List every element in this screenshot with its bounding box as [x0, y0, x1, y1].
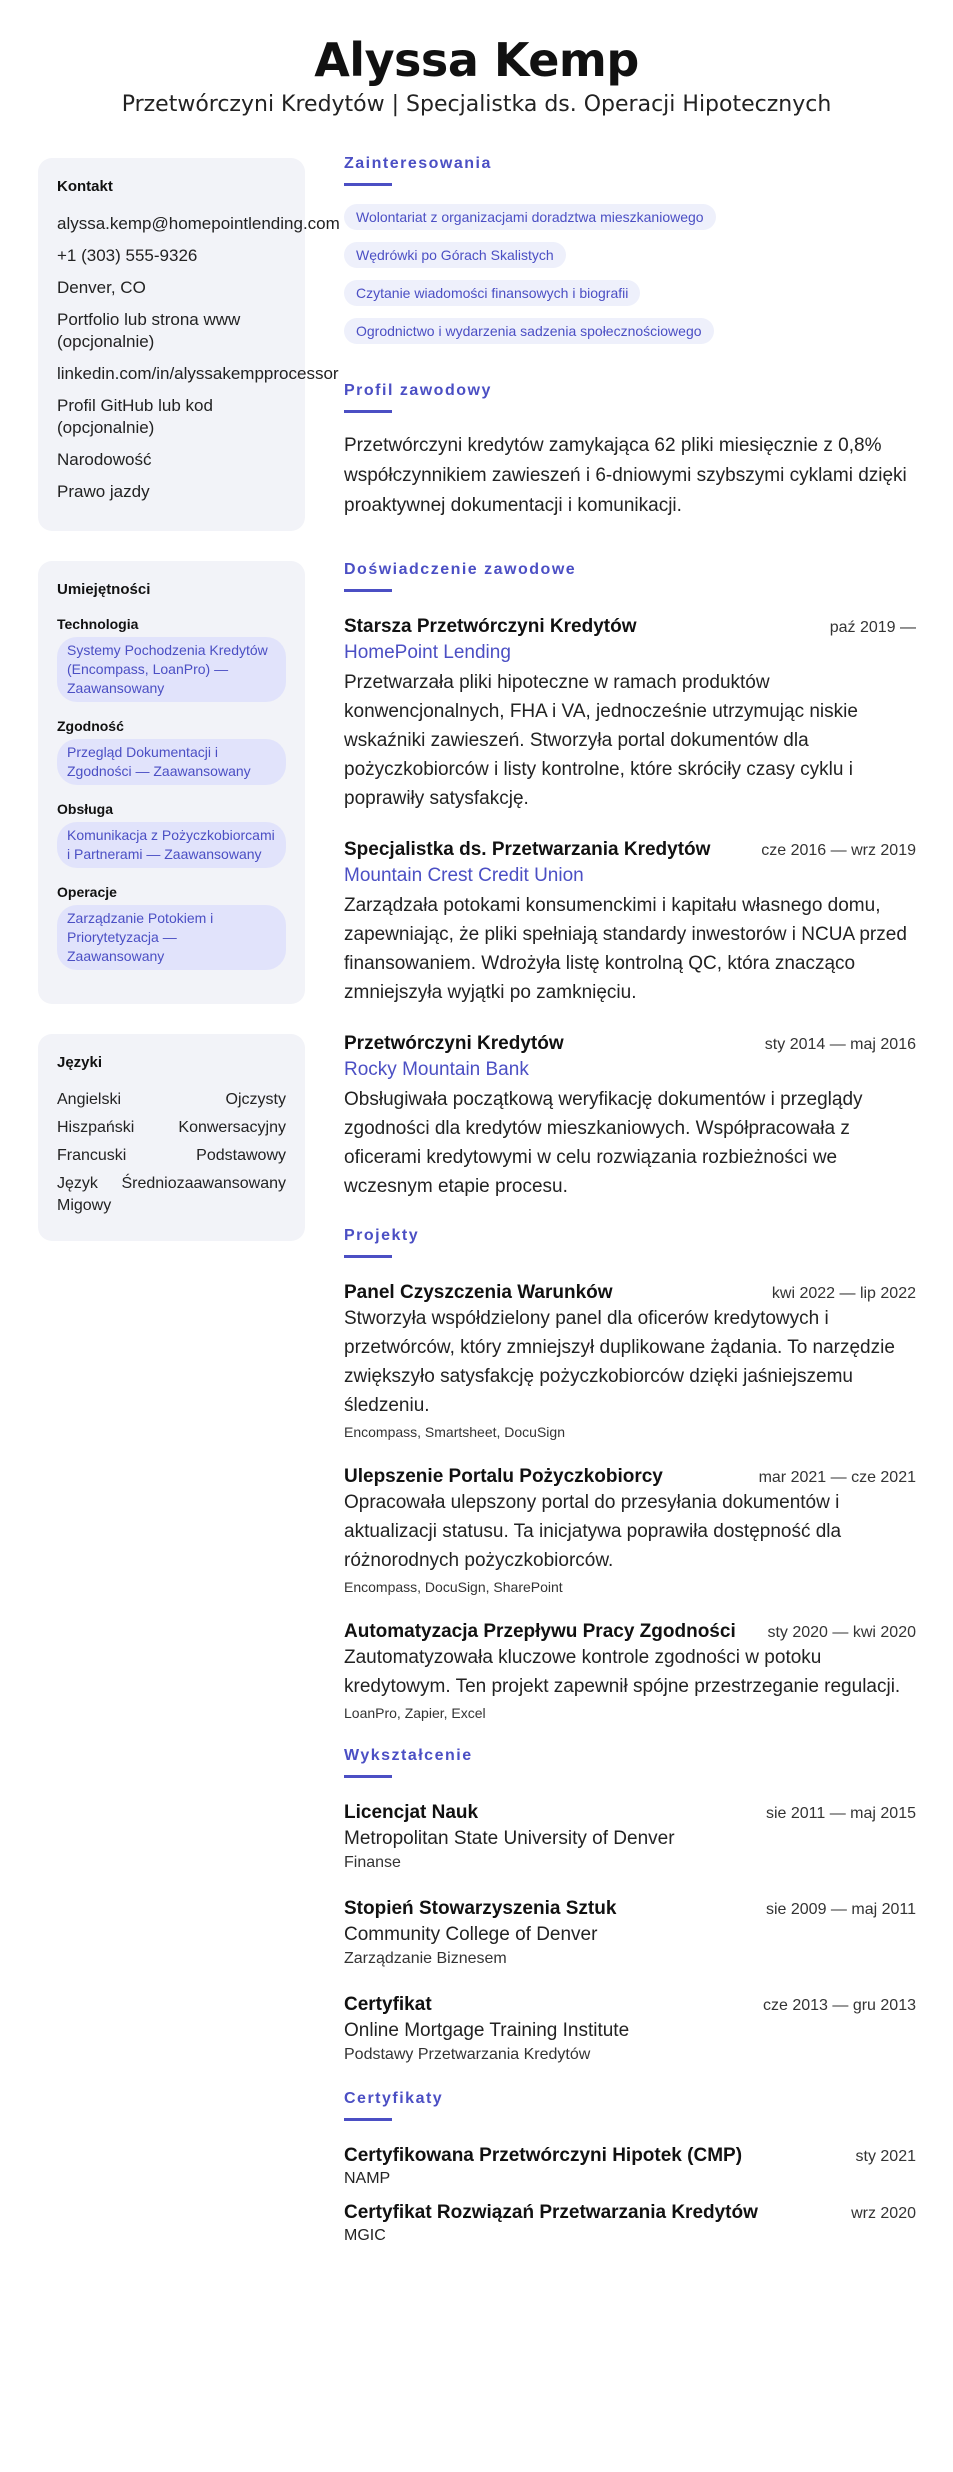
- degree-title: Certyfikat: [344, 1994, 432, 2015]
- skill-category: Operacje: [57, 884, 117, 900]
- section-title: Wykształcenie: [344, 1747, 473, 1764]
- project-date: sty 2020 — kwi 2020: [767, 1624, 916, 1641]
- contact-phone[interactable]: +1 (303) 555-9326: [57, 246, 198, 265]
- education-date: sie 2011 — maj 2015: [765, 1805, 916, 1822]
- education-date: cze 2013 — gru 2013: [763, 1997, 916, 2014]
- section-title: Projekty: [344, 1227, 420, 1244]
- skill-group: [57, 616, 286, 702]
- section-divider: [344, 1255, 392, 1258]
- certification-issuer: NAMP: [344, 2170, 391, 2187]
- project-entry: [344, 1282, 916, 1440]
- project-tools: LoanPro, Zapier, Excel: [344, 1705, 486, 1721]
- language-name: Angielski: [57, 1091, 122, 1108]
- job-date: paź 2019 —: [829, 619, 916, 636]
- language-level: Średniozaawansowany: [121, 1175, 286, 1192]
- section-divider: [344, 183, 392, 186]
- languages-card: [38, 1034, 305, 1241]
- education-section: [344, 1747, 916, 2064]
- education-entry: [344, 1898, 916, 1968]
- company-name: HomePoint Lending: [344, 642, 511, 663]
- section-divider: [344, 589, 392, 592]
- job-description: Przetwarzała pliki hipoteczne w ramach produktów konwencjonalnych, FHA i VA, jednocześnie utrzymując niskie wskaźniki zawieszeń. Stworzyła portal dokumentów dla pożyczkobiorców i listy kontrolne, które skróciły czasy cyklu i poprawiły satysfakcję.: [344, 672, 858, 809]
- language-row: [57, 1145, 286, 1167]
- experience-entry: [344, 616, 916, 813]
- contact-email[interactable]: alyssa.kemp@homepointlending.com: [57, 214, 340, 233]
- experience-entry: [344, 1033, 916, 1201]
- experience-entry: [344, 839, 916, 1007]
- skill-category: Technologia: [57, 616, 139, 632]
- certification-name: Certyfikat Rozwiązań Przetwarzania Kredytów: [344, 2202, 758, 2223]
- job-date: sty 2014 — maj 2016: [764, 1036, 916, 1053]
- profile-summary: Przetwórczyni kredytów zamykająca 62 pliki miesięcznie z 0,8% współczynnikiem zawieszeń i 6-dniowymi szybszymi cyklami dzięki proaktywnej dokumentacji i komunikacji.: [344, 435, 907, 516]
- certification-entry: [344, 2202, 916, 2245]
- language-row: [57, 1173, 286, 1217]
- degree-title: Stopień Stowarzyszenia Sztuk: [344, 1898, 617, 1919]
- projects-section: [344, 1227, 916, 1721]
- language-level: Podstawowy: [196, 1147, 286, 1164]
- skill-group: [57, 801, 286, 868]
- project-date: mar 2021 — cze 2021: [758, 1469, 916, 1486]
- contact-location: Denver, CO: [57, 278, 146, 297]
- certification-date: sty 2021: [855, 2148, 916, 2165]
- skills-title: Umiejętności: [57, 581, 151, 598]
- field-of-study: Zarządzanie Biznesem: [344, 1950, 507, 1967]
- interest-tag: Czytanie wiadomości finansowych i biografii: [344, 280, 640, 306]
- contact-linkedin[interactable]: linkedin.com/in/alyssakempprocessor: [57, 364, 339, 383]
- contact-title: Kontakt: [57, 178, 113, 195]
- certification-issuer: MGIC: [344, 2227, 386, 2244]
- candidate-name: Alyssa Kemp: [314, 33, 639, 87]
- interest-tag: Wolontariat z organizacjami doradztwa mieszkaniowego: [344, 204, 716, 230]
- language-name: Francuski: [57, 1147, 127, 1164]
- contact-license: Prawo jazdy: [57, 482, 150, 501]
- field-of-study: Finanse: [344, 1854, 401, 1871]
- education-date: sie 2009 — maj 2011: [765, 1901, 916, 1918]
- certifications-section: [344, 2090, 916, 2245]
- job-title: Starsza Przetwórczyni Kredytów: [344, 616, 637, 637]
- skills-card: [38, 561, 305, 1004]
- contact-github[interactable]: Profil GitHub lub kod (opcjonalnie): [57, 396, 213, 437]
- experience-section: [344, 561, 916, 1201]
- contact-card: [38, 158, 340, 531]
- job-title: Specjalistka ds. Przetwarzania Kredytów: [344, 839, 711, 860]
- education-entry: [344, 1994, 916, 2064]
- section-divider: [344, 2118, 392, 2121]
- contact-nationality: Narodowość: [57, 450, 152, 469]
- language-row: [57, 1089, 286, 1111]
- project-title: Ulepszenie Portalu Pożyczkobiorcy: [344, 1466, 663, 1487]
- language-name: Język Migowy: [57, 1175, 112, 1214]
- project-description: Stworzyła współdzielony panel dla oficerów kredytowych i przetwórców, który zmniejszył duplikowane żądania. To narzędzie zwiększyło satysfakcję pożyczkobiorców dzięki jaśniejszemu śledzeniu.: [344, 1308, 895, 1416]
- company-name: Rocky Mountain Bank: [344, 1059, 529, 1080]
- degree-title: Licencjat Nauk: [344, 1802, 479, 1823]
- skill-pill: Systemy Pochodzenia Kredytów (Encompass, LoanPro) — Zaawansowany: [57, 637, 286, 702]
- project-entry: [344, 1621, 916, 1721]
- languages-title: Języki: [57, 1054, 103, 1071]
- project-title: Automatyzacja Przepływu Pracy Zgodności: [344, 1621, 736, 1642]
- project-description: Zautomatyzowała kluczowe kontrole zgodności w potoku kredytowym. Ten projekt zapewnił spójne przestrzeganie regulacji.: [344, 1647, 901, 1697]
- section-divider: [344, 1775, 392, 1778]
- job-description: Obsługiwała początkową weryfikację dokumentów i przeglądy zgodności dla kredytów mieszkaniowych. Współpracowała z oficerami kredytowymi w celu rozwiązania rozbieżności we wczesnym etapie procesu.: [344, 1089, 863, 1197]
- project-tools: Encompass, Smartsheet, DocuSign: [344, 1424, 565, 1440]
- profile-section: [344, 382, 916, 521]
- sidebar: [38, 158, 340, 1271]
- resume-header: [0, 30, 953, 117]
- project-tools: Encompass, DocuSign, SharePoint: [344, 1579, 563, 1595]
- section-divider: [344, 410, 392, 413]
- project-entry: [344, 1466, 916, 1595]
- section-title: Profil zawodowy: [344, 382, 492, 399]
- job-date: cze 2016 — wrz 2019: [761, 842, 916, 859]
- section-title: Certyfikaty: [344, 2090, 444, 2107]
- project-title: Panel Czyszczenia Warunków: [344, 1282, 613, 1303]
- skill-pill: Przegląd Dokumentacji i Zgodności — Zaawansowany: [57, 739, 286, 785]
- language-row: [57, 1117, 286, 1139]
- main-column: [344, 155, 916, 2245]
- project-date: kwi 2022 — lip 2022: [771, 1285, 916, 1302]
- skill-pill: Zarządzanie Potokiem i Priorytetyzacja — Zaawansowany: [57, 905, 286, 970]
- field-of-study: Podstawy Przetwarzania Kredytów: [344, 2046, 591, 2063]
- section-title: Zainteresowania: [344, 155, 492, 172]
- education-entry: [344, 1802, 916, 1872]
- certification-date: wrz 2020: [851, 2205, 916, 2222]
- skill-pill: Komunikacja z Pożyczkobiorcami i Partnerami — Zaawansowany: [57, 822, 286, 868]
- contact-portfolio[interactable]: Portfolio lub strona www (opcjonalnie): [57, 310, 241, 351]
- skill-group: [57, 884, 286, 970]
- school-name: Online Mortgage Training Institute: [344, 2020, 630, 2041]
- interest-tag: Ogrodnictwo i wydarzenia sadzenia społecznościowego: [344, 318, 714, 344]
- interests-section: [344, 155, 916, 356]
- language-level: Konwersacyjny: [178, 1119, 286, 1136]
- language-level: Ojczysty: [225, 1091, 286, 1108]
- school-name: Metropolitan State University of Denver: [344, 1828, 675, 1849]
- section-title: Doświadczenie zawodowe: [344, 561, 577, 578]
- language-name: Hiszpański: [57, 1119, 135, 1136]
- certification-entry: [344, 2145, 916, 2188]
- interest-tag: Wędrówki po Górach Skalistych: [344, 242, 566, 268]
- company-name: Mountain Crest Credit Union: [344, 865, 584, 886]
- certification-name: Certyfikowana Przetwórczyni Hipotek (CMP): [344, 2145, 743, 2166]
- candidate-headline: Przetwórczyni Kredytów | Specjalistka ds. Operacji Hipotecznych: [121, 92, 832, 117]
- skill-category: Zgodność: [57, 718, 124, 734]
- job-description: Zarządzała potokami konsumenckimi i kapitału własnego domu, zapewniając, że pliki spełniają standardy inwestorów i NCUA przed finansowaniem. Wdrożyła listę kontrolną QC, która znacząco zmniejszyła wyjątki po zamknięciu.: [344, 895, 907, 1003]
- project-description: Opracowała ulepszony portal do przesyłania dokumentów i aktualizacji statusu. Ta inicjatywa poprawiła dostępność dla różnorodnych pożyczkobiorców.: [344, 1492, 842, 1571]
- job-title: Przetwórczyni Kredytów: [344, 1033, 564, 1054]
- skill-group: [57, 718, 286, 785]
- school-name: Community College of Denver: [344, 1924, 598, 1945]
- skill-category: Obsługa: [57, 801, 114, 817]
